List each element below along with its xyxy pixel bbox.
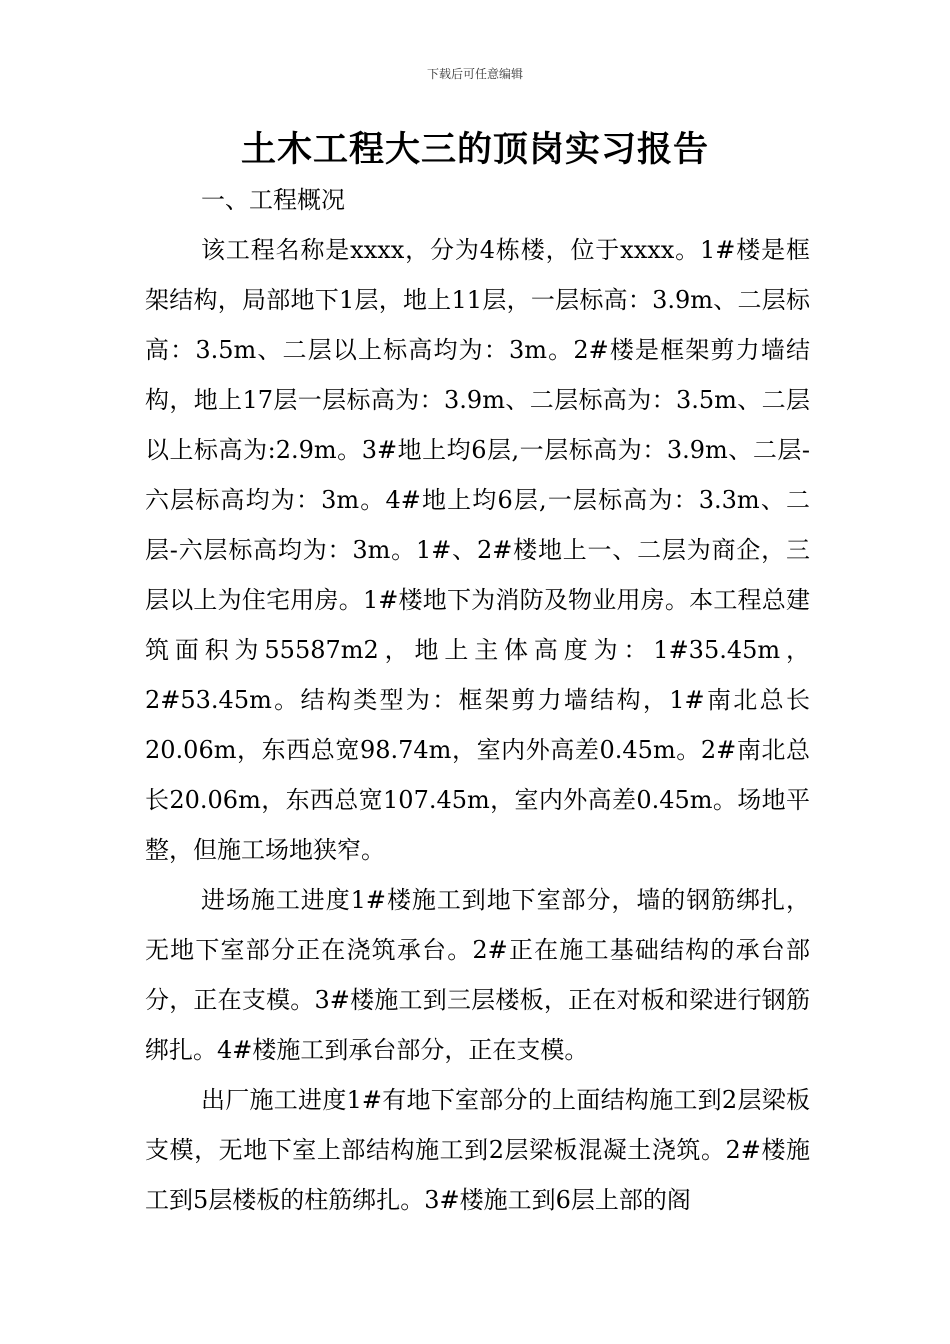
header-watermark: 下载后可任意编辑 [426, 67, 523, 81]
document-body [145, 175, 810, 1225]
paragraph-project-overview: 该工程名称是xxxx，分为4栋楼，位于xxxx。1#楼是框架结构，局部地下1层，地上11层，一层标高：3.9m、二层标高：3.5m、二层以上标高均为：3m。2#楼是框架剪力墙结构，地上17层一层标高为：3.9m、二层标高为：3.5m、二层以上标高为:2.9m。3#地上均6层,一层标高为：3.9m、二层-六层标高均为：3m。4#地上均6层,一层标高为：3.3m、二层-六层标高均为：3m。1#、2#楼地上一、二层为商企，三层以上为住宅用房。1#楼地下为消防及物业用房。本工程总建筑面积为55587m2，地上主体高度为：1#35.45m，2#53.45m。结构类型为：框架剪力墙结构，1#南北总长20.06m，东西总宽98.74m，室内外高差0.45m。2#南北总长20.06m，东西总宽107.45m，室内外高差0.45m。场地平整，但施工场地狭窄。 [145, 236, 810, 864]
section-heading: 一、工程概况 [201, 186, 345, 214]
paragraph-entry-progress: 进场施工进度1#楼施工到地下室部分，墙的钢筋绑扎，无地下室部分正在浇筑承台。2#正在施工基础结构的承台部分，正在支模。3#楼施工到三层楼板，正在对板和梁进行钢筋绑扎。4#楼施工到承台部分，正在支模。 [145, 886, 810, 1064]
document-title: 土木工程大三的顶岗实习报告 [240, 130, 709, 170]
paragraph-exit-progress: 出厂施工进度1#有地下室部分的上面结构施工到2层梁板支模，无地下室上部结构施工到2层梁板混凝土浇筑。2#楼施工到5层楼板的柱筋绑扎。3#楼施工到6层上部的阁 [145, 1086, 810, 1214]
